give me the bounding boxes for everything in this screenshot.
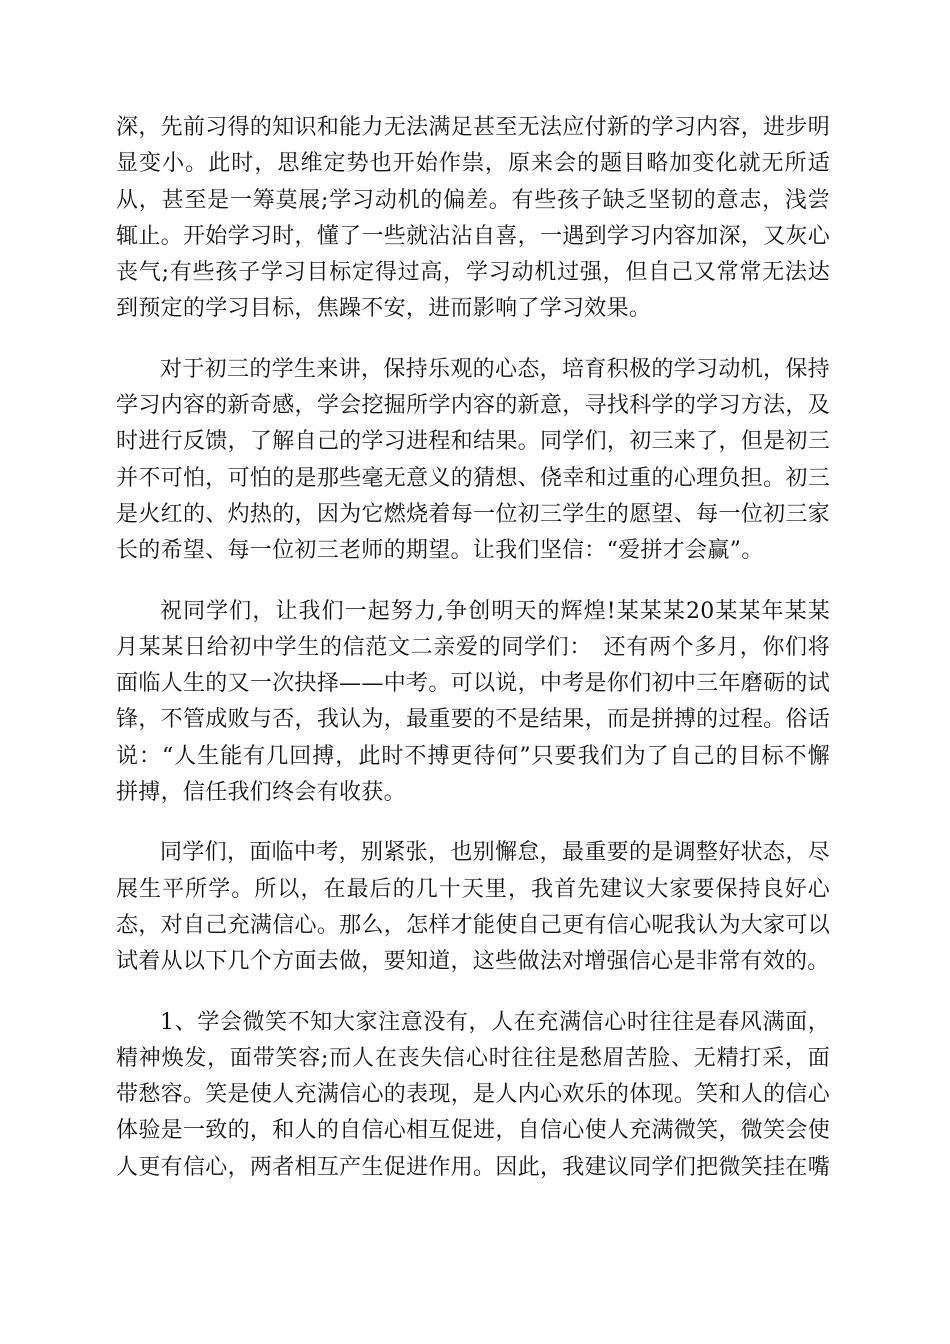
text-line: 显变小。此时，思维定势也开始作祟，原来会的题目略加变化就无所适 [116, 151, 830, 177]
text-line: 体验是一致的，和人的自信心相互促进，自信心使人充满微笑，微笑会使 [116, 1118, 830, 1144]
text-line: 并不可怕，可怕的是那些毫无意义的猜想、侥幸和过重的心理负担。初三 [116, 465, 830, 491]
paragraph-1 [116, 110, 830, 328]
text-line: 学习内容的新奇感，学会挖掘所学内容的新意，寻找科学的学习方法，及 [116, 393, 830, 419]
paragraph-3 [116, 594, 830, 812]
text-line: 态，对自己充满信心。那么，怎样才能使自己更有信心呢我认为大家可以 [116, 912, 830, 938]
text-line: 是火红的、灼热的，因为它燃烧着每一位初三学生的愿望、每一位初三家 [116, 501, 830, 527]
text-line: 锋，不管成败与否，我认为，最重要的不是结果，而是拼搏的过程。俗话 [116, 707, 830, 733]
text-line: 带愁容。笑是使人充满信心的表现，是人内心欢乐的体现。笑和人的信心 [116, 1082, 830, 1108]
text-line: 试着从以下几个方面去做，要知道，这些做法对增强信心是非常有效的。 [116, 949, 830, 975]
text-line: 精神焕发，面带笑容;而人在丧失信心时往往是愁眉苦脸、无精打采，面 [116, 1045, 830, 1071]
text-line: 人更有信心，两者相互产生促进作用。因此，我建议同学们把微笑挂在嘴 [116, 1154, 830, 1180]
text-line: 1、学会微笑不知大家注意没有，人在充满信心时往往是春风满面， [160, 1009, 830, 1035]
text-line: 祝同学们，让我们一起努力,争创明天的辉煌!某某某20某某年某某 [160, 598, 830, 624]
text-line: 深，先前习得的知识和能力无法满足甚至无法应付新的学习内容，进步明 [116, 115, 830, 140]
text-line: 月某某日给初中学生的信范文二亲爱的同学们： 还有两个多月，你们将 [116, 634, 830, 660]
text-line: 展生平所学。所以，在最后的几十天里，我首先建议大家要保持良好心 [116, 876, 830, 902]
text-line: 说：“人生能有几回搏，此时不搏更待何”只要我们为了自己的目标不懈 [116, 743, 830, 769]
text-line: 对于初三的学生来讲，保持乐观的心态，培育积极的学习动机，保持 [160, 356, 830, 382]
text-line: 丧气;有些孩子学习目标定得过高，学习动机过强，但自己又常常无法达 [116, 260, 830, 286]
paragraph-2 [116, 352, 830, 570]
text-line: 时进行反馈，了解自己的学习进程和结果。同学们，初三来了，但是初三 [116, 429, 830, 455]
text-line: 到预定的学习目标，焦躁不安，进而影响了学习效果。 [116, 296, 652, 322]
text-line: 拼搏，信任我们终会有收获。 [116, 780, 406, 806]
text-line: 从，甚至是一筹莫展;学习动机的偏差。有些孩子缺乏坚韧的意志，浅尝 [116, 187, 830, 213]
paragraph-5 [116, 1005, 830, 1186]
document-body [116, 110, 830, 1210]
paragraph-4 [116, 835, 830, 980]
text-line: 辄止。开始学习时，懂了一些就沾沾自喜，一遇到学习内容加深，又灰心 [116, 223, 830, 249]
text-line: 面临人生的又一次抉择——中考。可以说，中考是你们初中三年磨砺的试 [116, 671, 830, 697]
text-line: 同学们，面临中考，别紧张，也别懈怠，最重要的是调整好状态，尽 [160, 840, 830, 866]
text-line: 长的希望、每一位初三老师的期望。让我们坚信：“爱拼才会赢”。 [116, 538, 764, 564]
